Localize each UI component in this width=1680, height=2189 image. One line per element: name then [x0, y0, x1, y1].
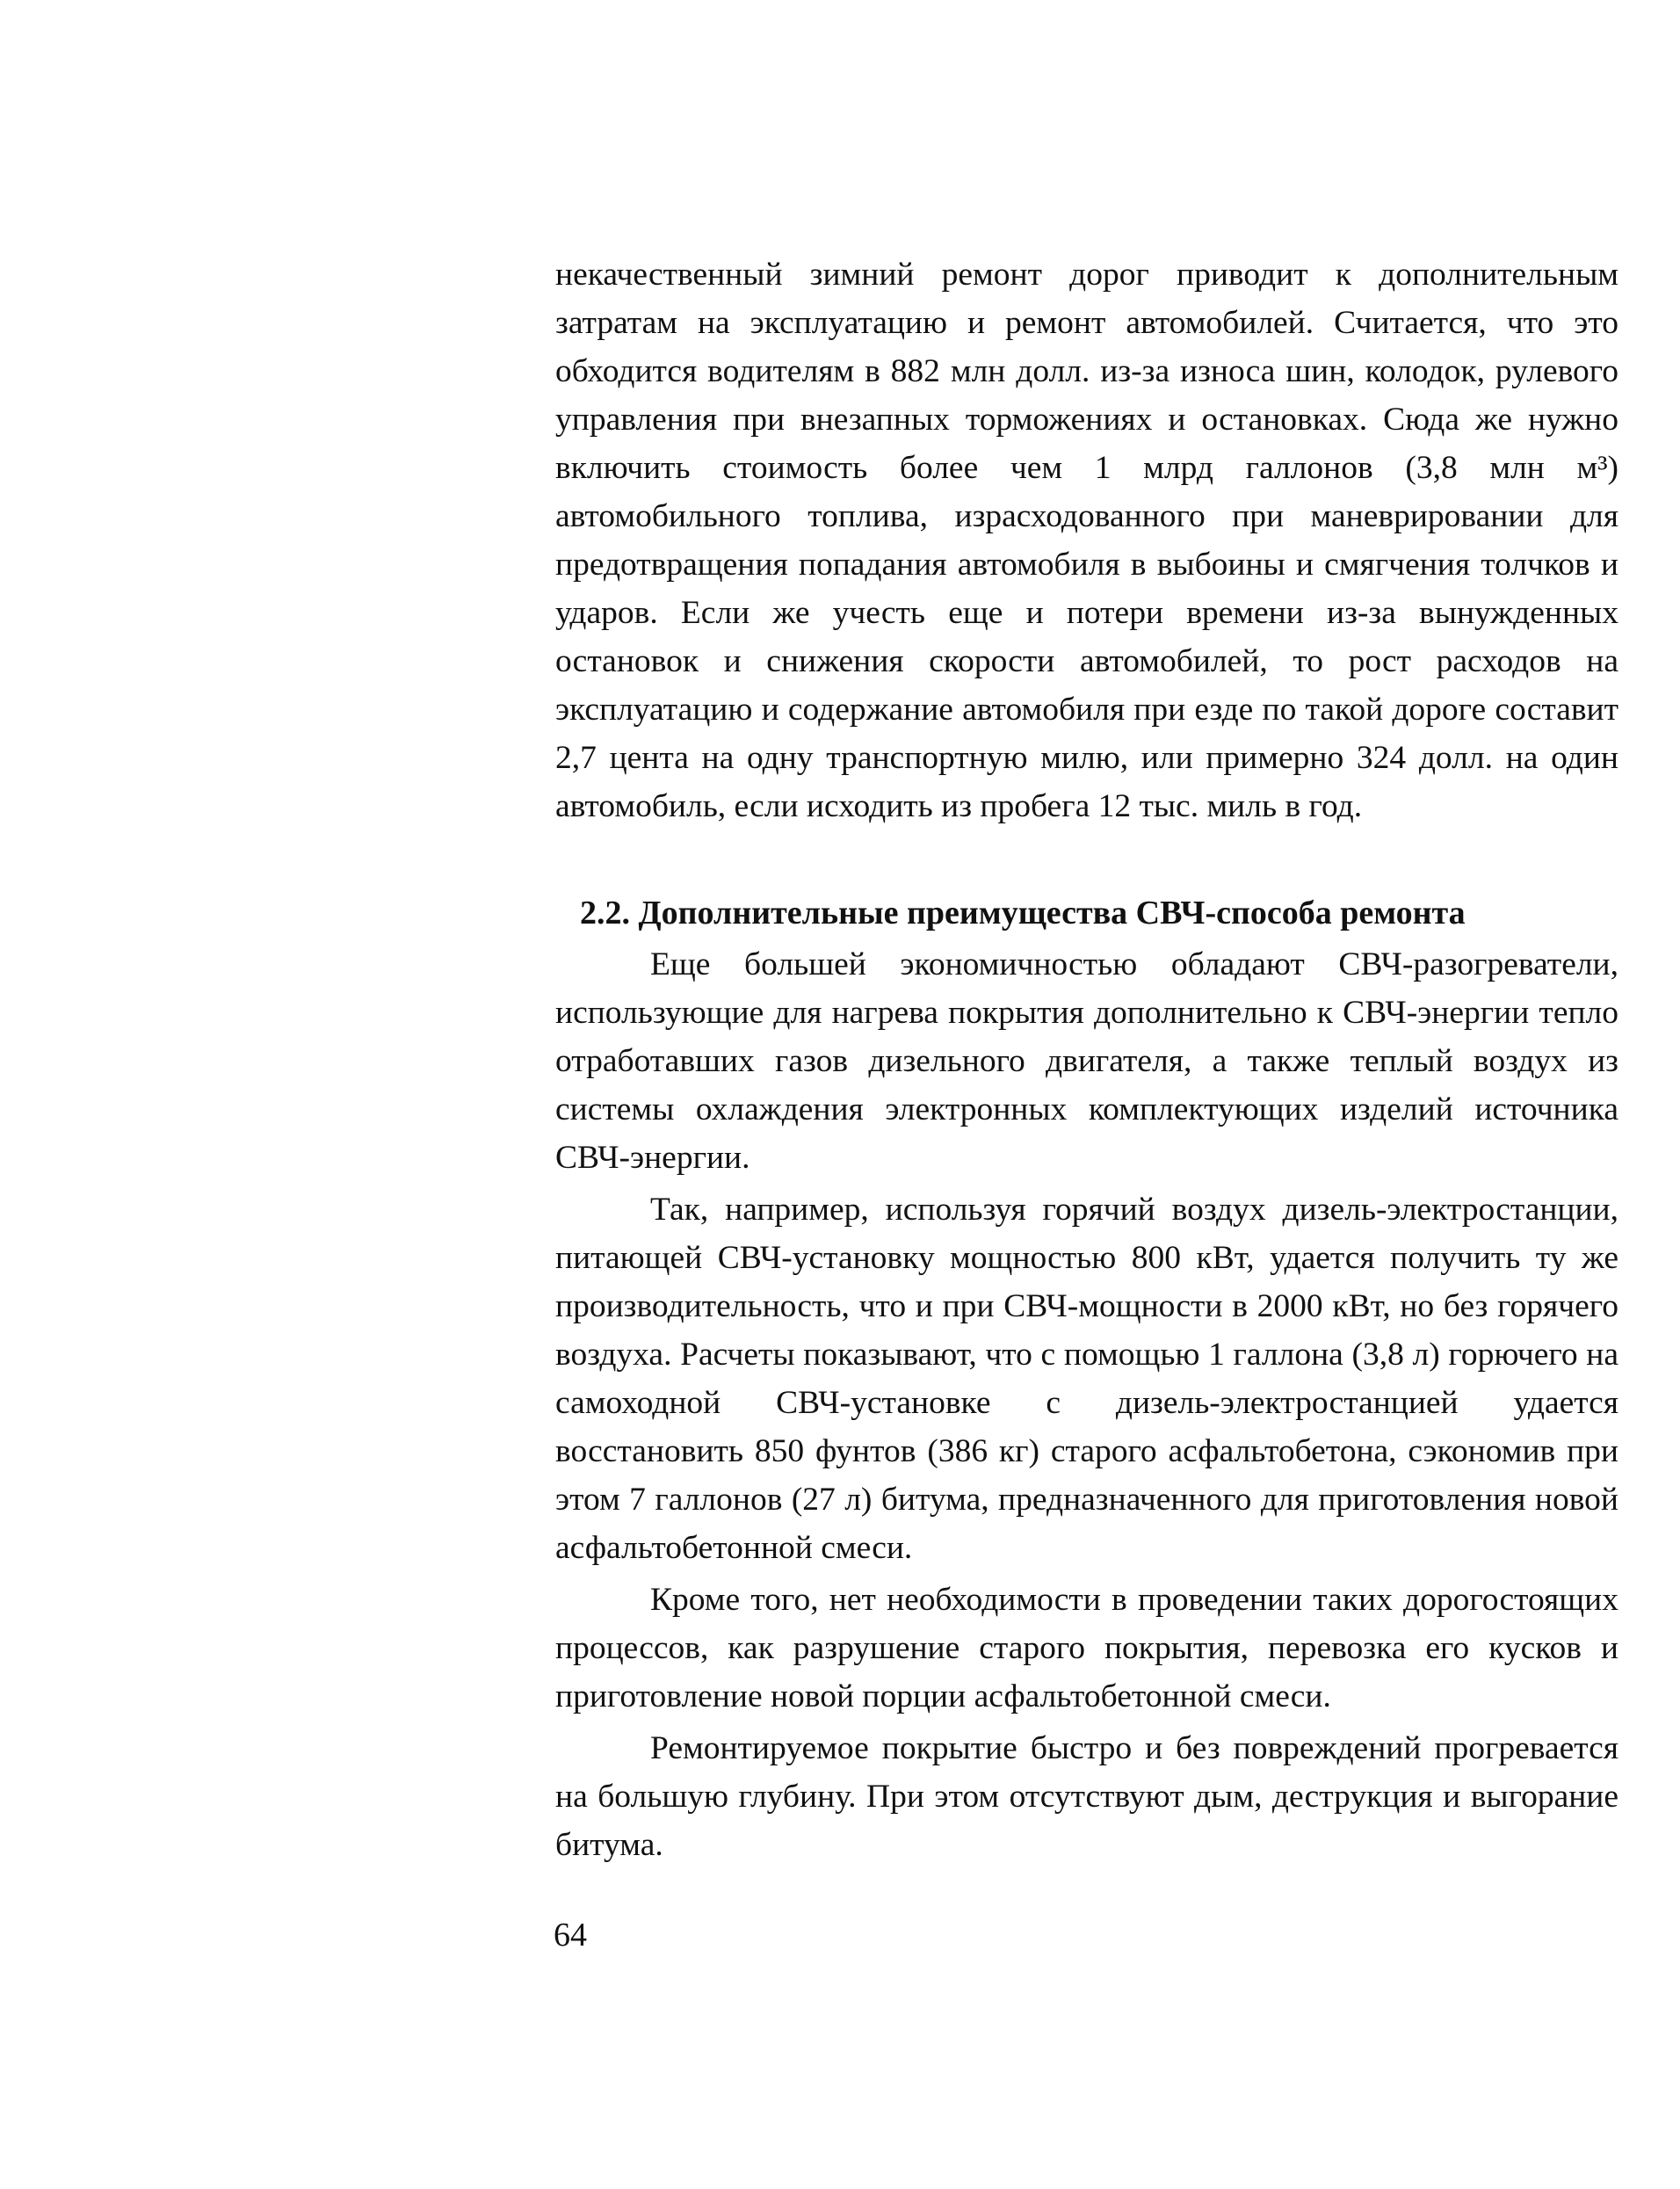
page-number: 64: [554, 1917, 587, 1953]
body-text-bottom: [555, 940, 1618, 1869]
paragraph: Так, например, используя горячий воздух дизель-электростанции, питающей СВЧ-установку мощностью 800 кВт, удается получить ту же производительность, что и при СВЧ-мощности в 2000 кВт, но без горячего воздуха. Расчеты показывают, что с помощью 1 галлона (3,8 л) горючего на самоходной СВЧ-установке с дизель-электростанцией удается восстановить 850 фунтов (386 кг) старого асфальтобетона, сэкономив при этом 7 галлонов (27 л) битума, предназначенного для приготовления новой асфальтобетонной смеси.: [555, 1192, 1618, 1566]
paragraph: некачественный зимний ремонт дорог приводит к дополнительным затратам на эксплуатацию и ремонт автомобилей. Считается, что это обходится водителям в 882 млн долл. из-за износа шин, колодок, рулевого управления при внезапных торможениях и остановках. Сюда же нужно включить стоимость более чем 1 млрд галлонов (3,8 млн м³) автомобильного топлива, израсходованного при маневрировании для предотвращения попадания автомобиля в выбоины и смягчения толчков и ударов. Если же учесть еще и потери времени из-за вынужденных остановок и снижения скорости автомобилей, то рост расходов на эксплуатацию и содержание автомобиля при езде по такой дороге составит 2,7 цента на одну транспортную милю, или примерно 324 долл. на один автомобиль, если исходить из пробега 12 тыс. миль в год.: [555, 257, 1618, 824]
paragraph: Еще большей экономичностью обладают СВЧ-разогреватели, использующие для нагрева покрытия дополнительно к СВЧ-энергии тепло отработавших газов дизельного двигателя, а также теплый воздух из системы охлаждения электронных комплектующих изделий источника СВЧ-энергии.: [555, 946, 1618, 1176]
paragraph: Ремонтируемое покрытие быстро и без повреждений прогревается на большую глубину. При этом отсутствуют дым, деструкция и выгорание битума.: [555, 1730, 1618, 1863]
body-text-top: [555, 250, 1618, 830]
paragraph: Кроме того, нет необходимости в проведении таких дорогостоящих процессов, как разрушение старого покрытия, перевозка его кусков и приготовление новой порции асфальтобетонной смеси.: [555, 1582, 1618, 1714]
section-heading: 2.2. Дополнительные преимущества СВЧ-способа ремонта: [580, 895, 1466, 931]
